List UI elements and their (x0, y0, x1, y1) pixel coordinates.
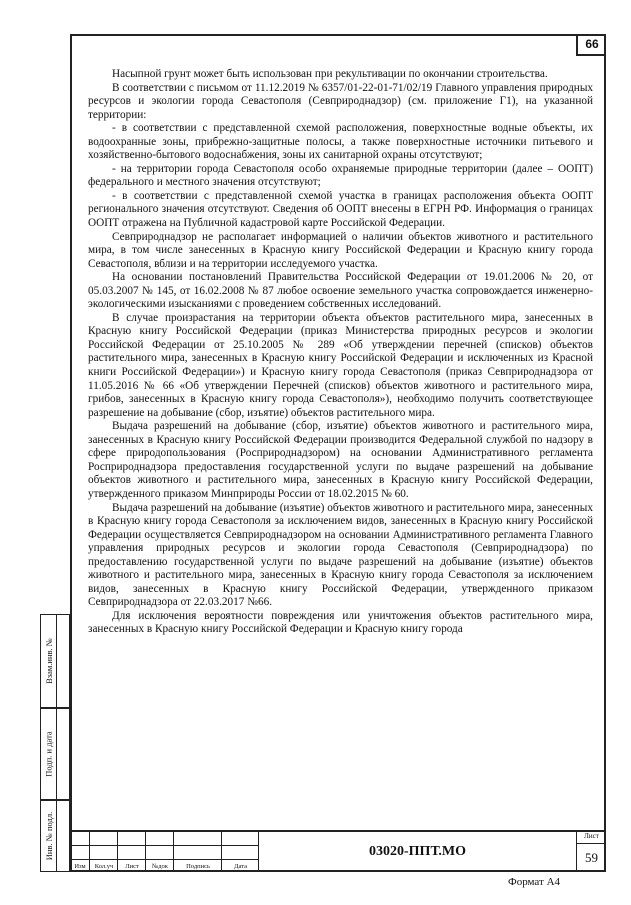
sheet-number: 59 (576, 844, 606, 872)
format-label: Формат А4 (508, 876, 561, 888)
document-code: 03020-ППТ.МО (369, 844, 466, 859)
paragraph: В соответствии с письмом от 11.12.2019 № 6357/01-22-01-71/02/19 Главного управления природных ресурсов и экологии города Севастополя (Севприроднадзор) (см. приложение Г1), на указанной территории: (88, 81, 593, 121)
paragraph: - в соответствии с представленной схемой участка в границах расположения объекта ООПТ регионального значения отсутствуют. Сведения об ООПТ внесены в ЕГРН РФ. Информация о границах ООПТ отражена на Публичной кадастровой карте Российской Федерации. (88, 189, 593, 230)
side-label-vzam-inv: Взам.инв. № (44, 638, 54, 684)
sheet-label: Лист (576, 832, 606, 844)
header-list: Лист (125, 863, 139, 870)
paragraph: На основании постановлений Правительства Российской Федерации от 19.01.2006 № 20, от 05.03.2007 № 145, от 16.02.2008 № 87 любое освоение земельного участка сопровождается инженерно-экологическими изысканиями с проведением собственных исследований. (88, 271, 593, 311)
side-stamp-vzam (40, 614, 70, 708)
paragraph: Севприроднадзор не располагает информацией о наличии объектов животного и растительного мира, в том числе занесенных в Красную книгу Российской Федерации и Красную книгу города Севастополя, вблизи и на территории исследуемого участка. (88, 230, 593, 270)
paragraph: - в соответствии с представленной схемой расположения, поверхностные водные объекты, их водоохранные зоны, прибрежно-защитные полосы, а также поверхностные источники питьевого и хозяйственно-бытового водоснабжения, зоны их санитарной охраны отсутствуют; (88, 122, 593, 162)
paragraph: В случае произрастания на территории объекта объектов растительного мира, занесенных в Красную книгу Российской Федерации (приказ Министерства природных ресурсов и экологии Российской Федерации от 25.10.2005 № 289 «Об утверждении перечней (списков) объектов растительного мира, занесенных в Красную книгу Российской Федерации и исключенных из Красной книги Российской Федерации») и Красную книгу города Севастополя (приказ Севприроднадзора от 11.05.2016 № 66 «Об утверждении Перечней (списков) объектов животного и растительного мира, грибов, занесенных в Красную книгу города Севастополя»), необходимо получить соответствующее разрешение на добывание (сбор, изъятие) объектов растительного мира. (88, 311, 593, 419)
document-body (88, 68, 593, 637)
paragraph: Для исключения вероятности повреждения или уничтожения объектов растительного мира, занесенных в Красную книгу Российской Федерации и Красную книгу города (88, 609, 593, 636)
side-stamp-podp (40, 708, 70, 800)
header-podpis: Подпись (186, 863, 210, 870)
paragraph: Насыпной грунт может быть использован при рекультивации по окончании строительства. (112, 68, 548, 80)
side-label-podp-data: Подп. и дата (44, 731, 55, 777)
title-block (70, 830, 606, 872)
paragraph: - на территории города Севастополя особо охраняемые природные территории (далее – ООПТ) федерального и местного значения отсутствуют; (88, 162, 593, 189)
side-stamp-inv (40, 800, 70, 872)
header-kol-uch: Кол.уч (94, 863, 114, 870)
page-marker: 66 (576, 34, 606, 56)
header-ndok: №док (152, 863, 168, 870)
side-label-inv-podl: Инв. № подл. (44, 811, 54, 861)
paragraph: Выдача разрешений на добывание (сбор, изъятие) объектов животного и растительного мира, занесенных в Красную книгу Российской Федерации производится Федеральной службой по надзору в сфере природопользования (Росприроднадзором) на основании Административного регламента Росприроднадзора предоставления государственной услуги по выдаче разрешений на добывание объектов животного и растительного мира, занесенных в Красную книгу Российской Федерации, утвержденного приказом Минприроды России от 18.02.2015 № 60. (88, 420, 593, 500)
header-data: Дата (234, 863, 247, 870)
paragraph: Выдача разрешений на добывание (изъятие) объектов животного и растительного мира, занесенных в Красную книгу города Севастополя за исключением видов, занесенных в Красную книгу Российской Федерации осуществляется Севприроднадзором на основании Административного регламента Главного управления природных ресурсов и экологии города Севастополя (Севприроднадзора) по предоставлению государственной услуги по выдаче разрешений на добывание (изъятие) объектов животного и растительного мира, занесенных в Красную книгу города Севастополя за исключением видов, занесенных в Красную книгу Российской Федерации, утвержденного приказом Севприроднадзора от 22.03.2017 №66. (88, 501, 593, 609)
header-izm: Изм (74, 863, 86, 870)
